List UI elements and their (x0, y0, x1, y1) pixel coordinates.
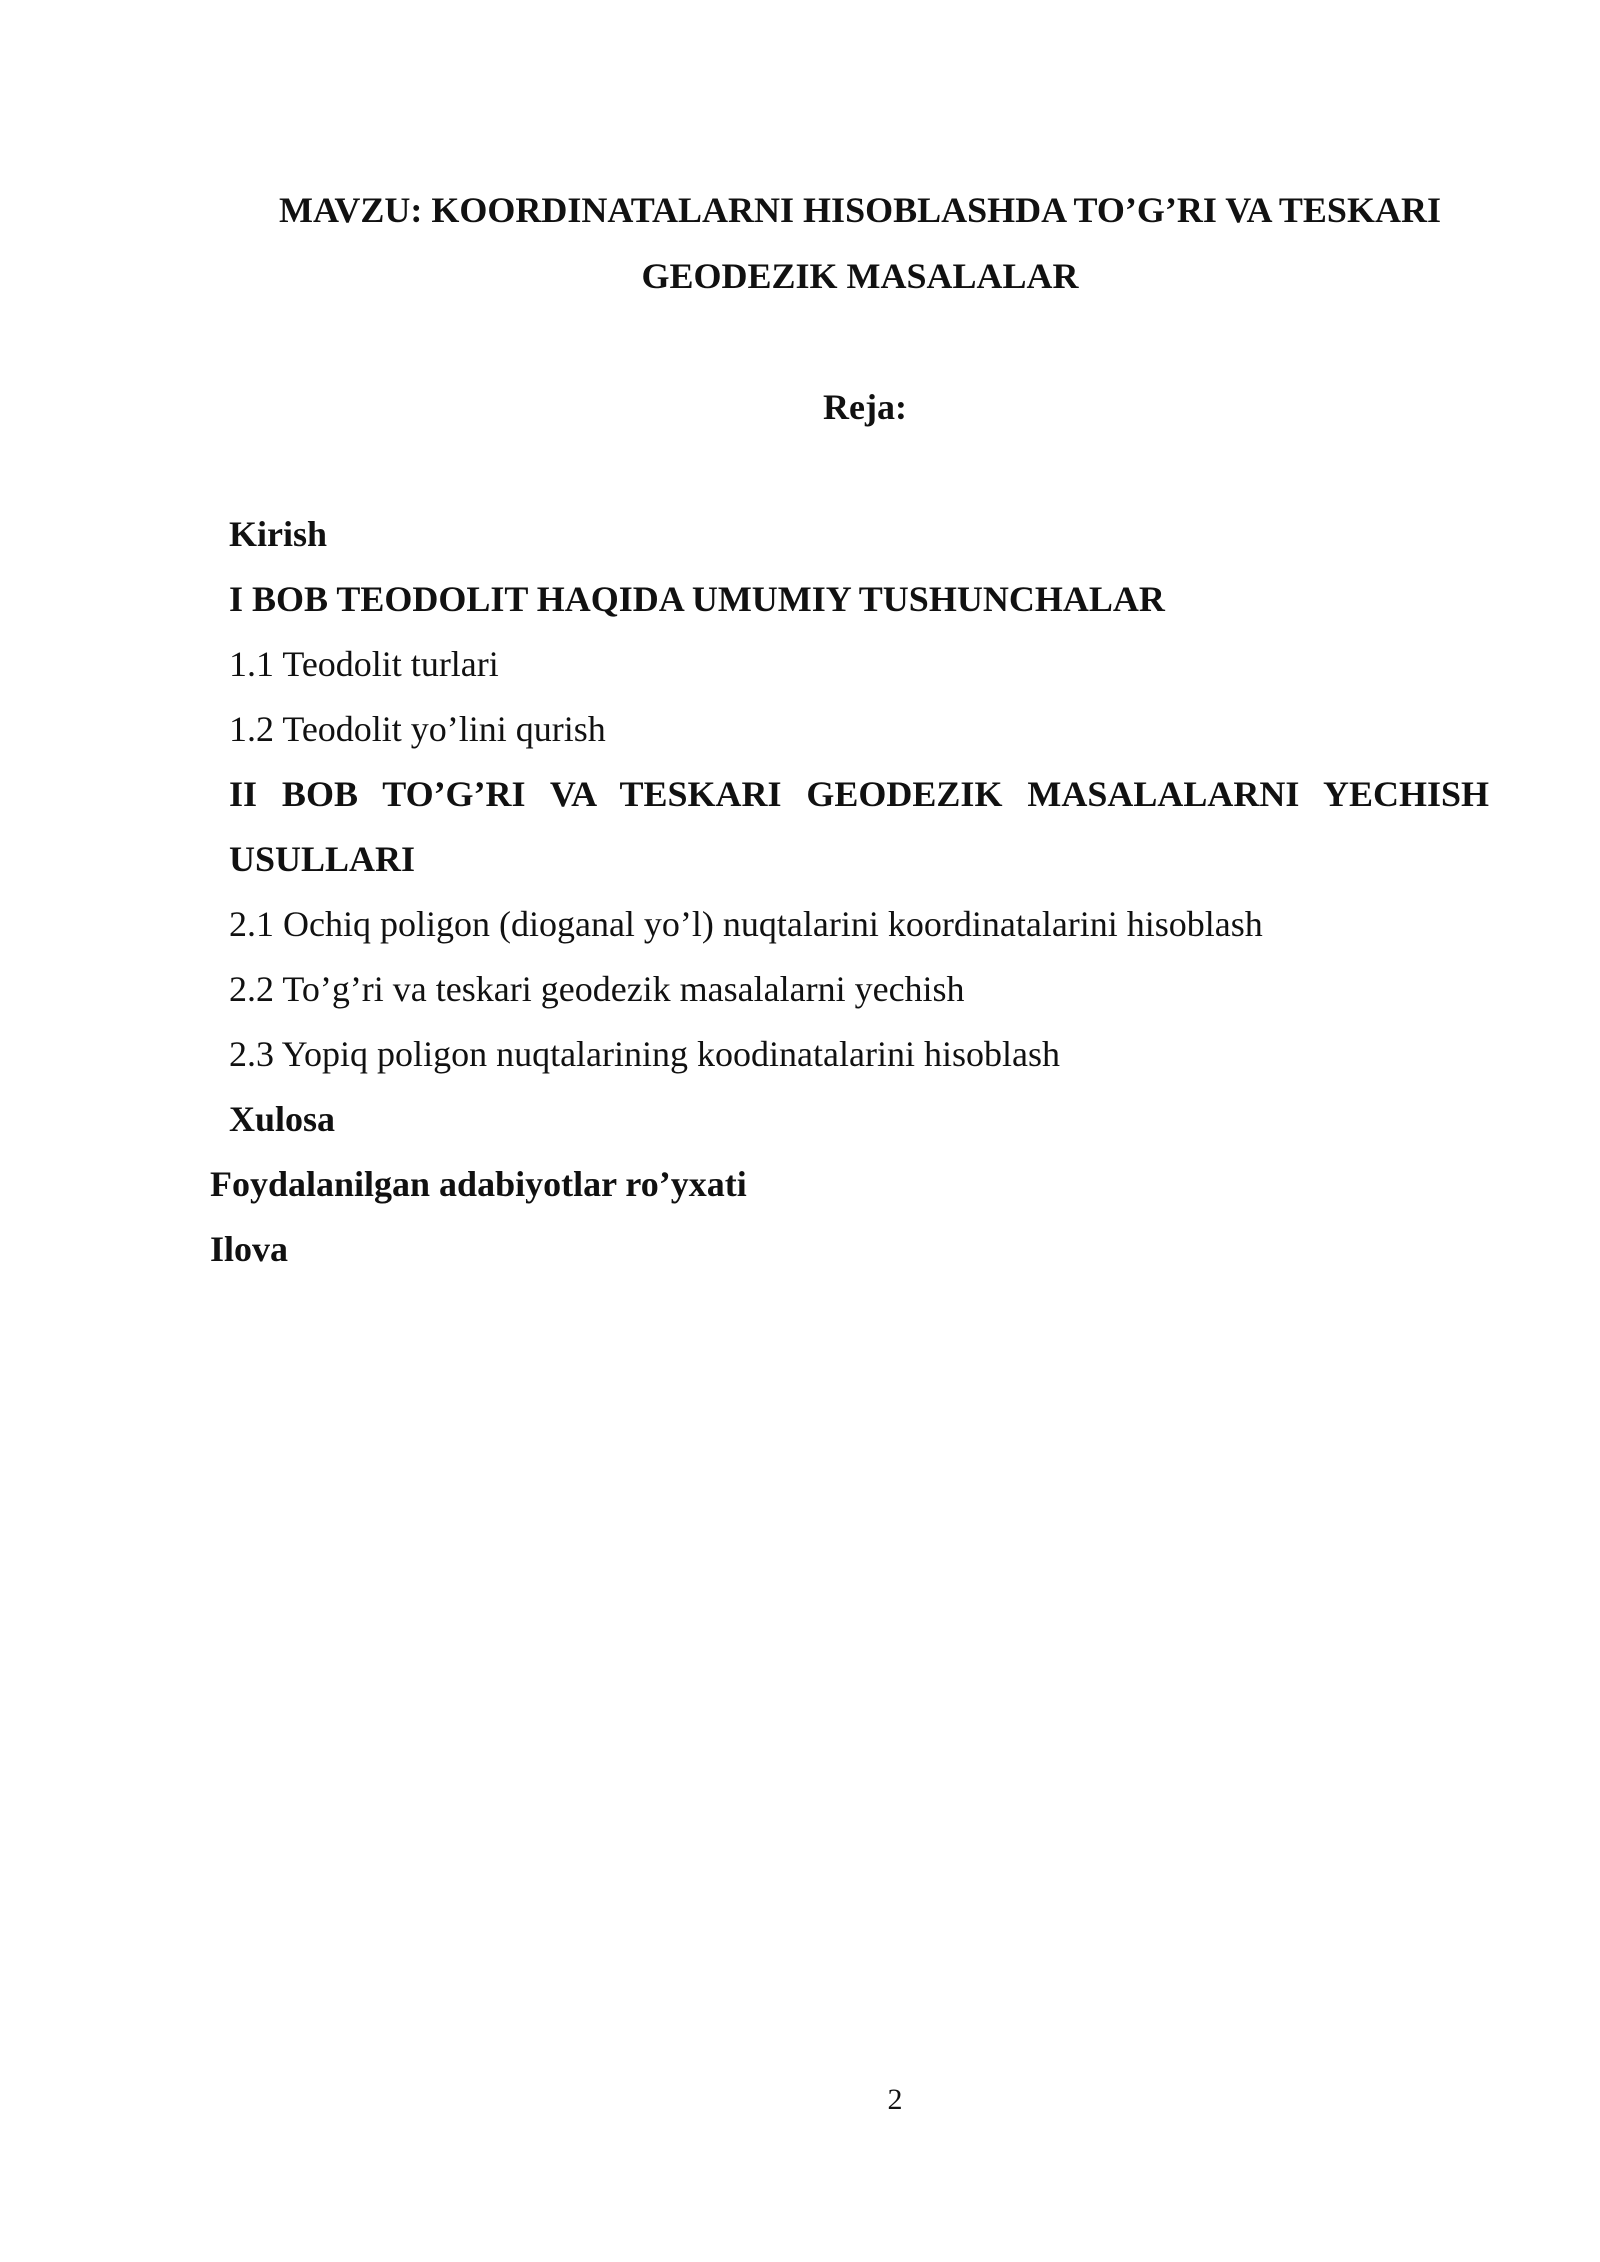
toc-section-2-2: 2.2 To’g’ri va teskari geodezik masalalarni yechish (229, 969, 965, 1009)
plan-heading: Reja: (823, 387, 907, 427)
toc-section-2-1: 2.1 Ochiq poligon (dioganal yo’l) nuqtalarini koordinatalarini hisoblash (229, 904, 1263, 944)
toc-chapter-2-line-1: II BOB TO’G’RI VA TESKARI GEODEZIK MASALALARNI YECHISH (229, 774, 1489, 814)
toc-references: Foydalanilgan adabiyotlar ro’yxati (210, 1164, 747, 1204)
toc-section-1-1: 1.1 Teodolit turlari (229, 644, 499, 684)
document-title-line-1: MAVZU: KOORDINATALARNI HISOBLASHDA TO’G’RI VA TESKARI (279, 190, 1441, 230)
toc-section-2-3: 2.3 Yopiq poligon nuqtalarining koodinatalarini hisoblash (229, 1034, 1060, 1074)
toc-section-1-2: 1.2 Teodolit yo’lini qurish (229, 709, 606, 749)
toc-chapter-1: I BOB TEODOLIT HAQIDA UMUMIY TUSHUNCHALAR (229, 579, 1165, 619)
toc-appendix: Ilova (210, 1229, 289, 1269)
toc-intro: Kirish (229, 514, 328, 554)
document-title-line-2: GEODEZIK MASALALAR (641, 256, 1079, 296)
toc-conclusion: Xulosa (229, 1099, 336, 1139)
toc-chapter-2-line-2: USULLARI (229, 839, 416, 879)
page-number: 2 (887, 2083, 903, 2116)
